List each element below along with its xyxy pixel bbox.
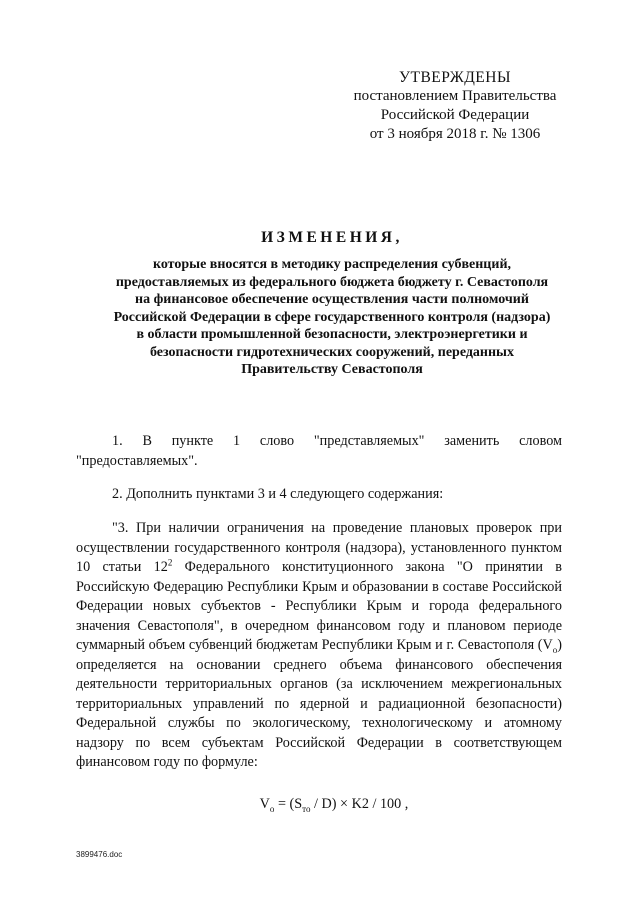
formula-v-subscript: о [269,803,275,814]
paragraph-item-2: 2. Дополнить пунктами 3 и 4 следующего содержания: [112,486,444,503]
formula-s-subscript: то [302,803,311,814]
item-3-subscript: о [552,644,558,655]
approval-line-2: Российской Федерации [380,107,530,123]
document-heading [70,228,594,379]
document-body [76,418,562,814]
heading-line-7: Правительству Севастополя [241,362,423,377]
heading-line-3: на финансовое обеспечение осуществления части полномочий [135,292,529,307]
heading-line-1: которые вносятся в методику распределения субвенций, [152,257,512,272]
formula-rest: / D) × K2 / 100 , [310,795,409,812]
paragraph-item-1: 1. В пункте 1 слово "представляемых" заменить словом "предоставляемых". [76,433,562,469]
heading-line-4: Российской Федерации в сфере государственного контроля (надзора) [113,309,551,325]
heading-line-5: в области промышленной безопасности, электроэнергетики и [136,327,528,342]
formula [76,795,562,815]
formula-v: V [259,795,270,812]
approval-line-1: постановлением Правительства [353,88,557,104]
document-footer-id: 3899476.doc [76,850,123,859]
document-title: ИЗМЕНЕНИЯ, [261,229,403,246]
item-3-text-a: "3. При наличии ограничения на проведение плановых проверок при осуществлении государственного контроля (надзора), установленного пунктом 10 статьи 12 [76,520,562,576]
paragraph-item-3 [76,519,562,773]
item-3-superscript: 2 [167,557,173,568]
item-3-text-c: ) определяется на основании среднего объема финансового обеспечения деятельности территориальных органов (за исключением межрегиональных территориальных управлений по ядерной и радиационной безопасности) Федеральной службы по экологическому, технологическому и атомному надзору по всем субъектам Российской Федерации в соответствующем финансовом году по формуле: [76,637,562,771]
approval-stamp [330,68,580,144]
approval-line-3: от 3 ноября 2018 г. № 1306 [369,126,541,142]
heading-line-2: предоставляемых из федерального бюджета бюджету г. Севастополя [115,274,549,290]
formula-middle: = (S [274,795,303,812]
approval-title: УТВЕРЖДЕНЫ [399,69,511,86]
item-3-text-b: Федерального конституционного закона "О принятии в Российскую Федерацию Республики Крым и образовании в составе Российской Федерации новых субъектов - Республики Крым и города федерального значения Севастополя", в очередном финансовом году и плановом периоде суммарный объем субвенций бюджетам Республики Крым и г. Севастополя (V [76,559,562,654]
heading-line-6: безопасности гидротехнических сооружений, переданных [149,344,514,360]
